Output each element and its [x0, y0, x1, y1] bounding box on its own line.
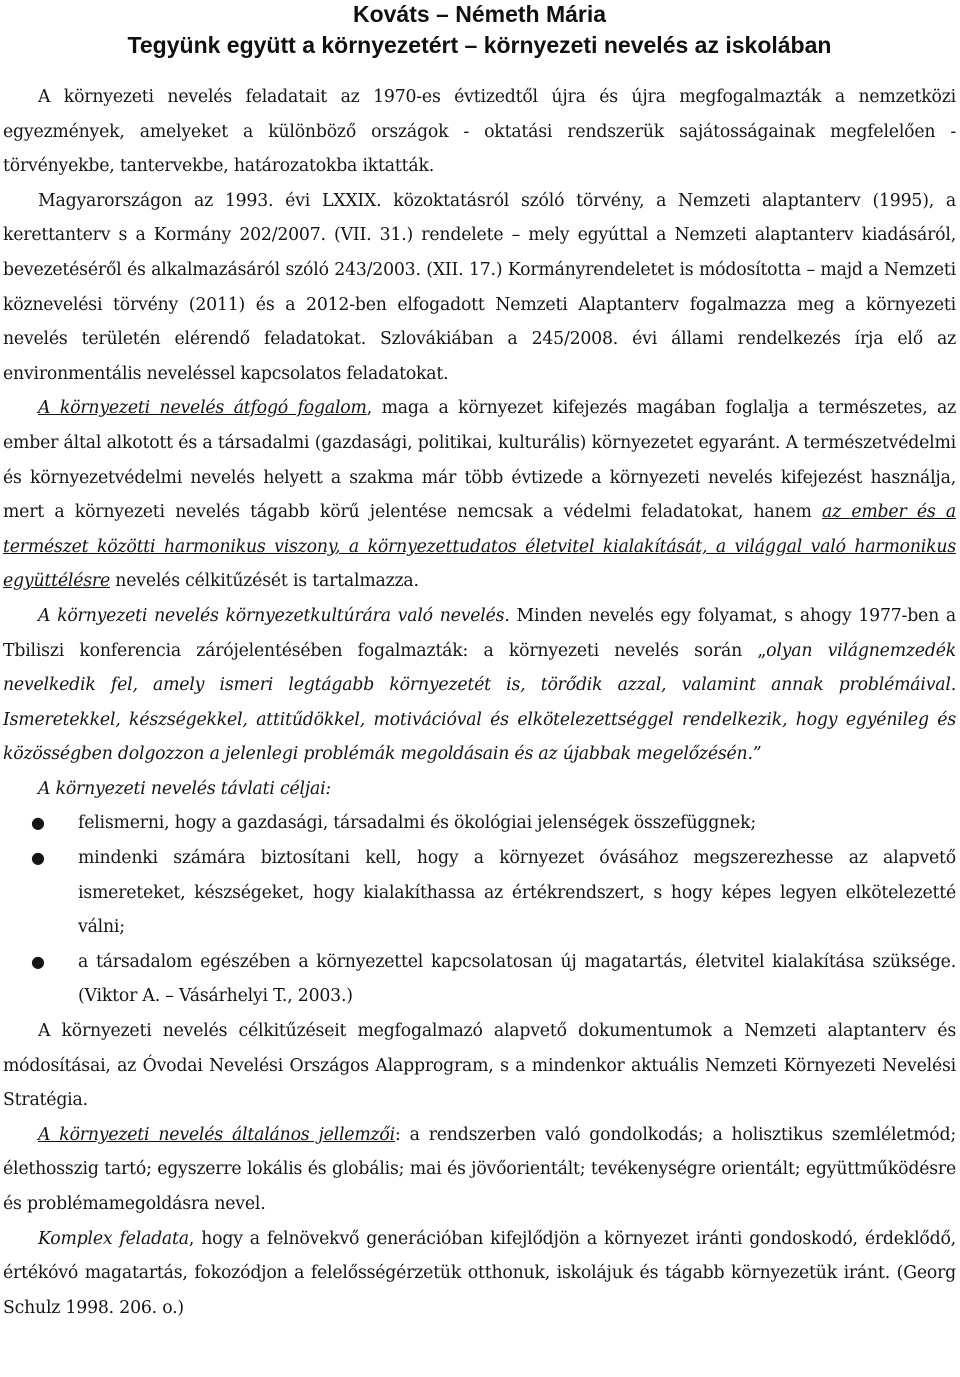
- bullet-icon: ●: [31, 813, 45, 833]
- paragraph-culture: [3, 599, 956, 772]
- list-item: [31, 806, 956, 841]
- title-block: [3, 0, 956, 62]
- features-text: : a rendszerben való gondolkodás; a holisztikus szemléletmód; élethosszig tartó; egyszerre lokális és globális; mai és jövőorientált; tevékenységre orientált; együttműködésre és problémamegoldásra nevel.: [3, 1124, 956, 1214]
- paragraph-features: [3, 1118, 956, 1222]
- culture-text: Minden nevelés egy folyamat, s ahogy 1977-ben a Tbiliszi konferencia zárójelentésében fogalmazták: a környezeti nevelés során „: [3, 605, 956, 661]
- goal-text: felismerni, hogy a gazdasági, társadalmi és ökológiai jelenségek összefüggnek;: [78, 813, 756, 834]
- paragraph-legislation: Magyarországon az 1993. évi LXXIX. közoktatásról szóló törvény, a Nemzeti alaptanterv (1995), a kerettanterv s a Kormány 202/2007. (VII. 31.) rendelete – mely egyúttal a Nemzeti alaptanterv kiadásáról, bevezetéséről és alkalmazásáról szóló 243/2003. (XII. 17.) Kormányrendeletet is módosította – majd a Nemzeti köznevelési törvény (2011) és a 2012-ben elfogadott Nemzeti Alaptanterv fogalmazza meg a környezeti nevelés területén elérendő feladatokat. Szlovákiában a 245/2008. évi állami rendelkezés írja elő az environmentális neveléssel kapcsolatos feladatokat.: [3, 190, 956, 384]
- complex-lead: Komplex feladata: [38, 1228, 189, 1249]
- document-title: Tegyünk együtt a környezetért – környezeti nevelés az iskolában: [127, 32, 832, 58]
- paragraph-goals-heading: [3, 772, 956, 807]
- paragraph-concept: [3, 391, 956, 599]
- concept-lead: A környezeti nevelés átfogó fogalom: [38, 398, 367, 419]
- goals-lead: A környezeti nevelés távlati céljai:: [38, 778, 332, 799]
- list-item: [31, 841, 956, 945]
- paragraph-complex-task: [3, 1222, 956, 1326]
- features-lead: A környezeti nevelés általános jellemzői: [38, 1124, 395, 1145]
- tbilisi-quote: olyan világnemzedék nevelkedik fel, amely ismeri legtágabb környezetét is, törődik azzal, valamint annak problémáival. Ismeretekkel, készségekkel, attitűdökkel, motivációval és elkötelezettséggel rendelkezik, hogy egyénileg és közösségben dolgozzon a jelenlegi problémák megoldásain és az újabbak megelőzésén.”: [3, 640, 956, 765]
- concept-text-2: nevelés célkitűzését is tartalmazza.: [110, 571, 419, 592]
- concept-emphasis: az ember és a természet közötti harmonikus viszony, a környezettudatos életvitel kialakítását, a világgal való harmonikus együttélésre: [3, 502, 956, 592]
- complex-text: , hogy a felnövekvő generációban kifejlődjön a környezet iránti gondoskodó, érdeklődő, értékóvó magatartás, fokozódjon a felelősségérzetük otthonuk, iskolájuk és tágabb környezetük iránt. (Georg Schulz 1998. 206. o.): [3, 1228, 956, 1318]
- bullet-icon: ●: [31, 951, 45, 971]
- concept-text-1: , maga a környezet kifejezés magában foglalja a természetes, az ember által alkotott és a társadalmi (gazdasági, politikai, kulturális) környezetet egyaránt. A természetvédelmi és környezetvédelmi nevelés helyett a szakma már több évtizede a környezeti nevelés kifejezést használja, mert a környezeti nevelés tágabb körű jelentése nemcsak a védelmi feladatokat, hanem: [3, 398, 956, 523]
- culture-lead: A környezeti nevelés környezetkultúrára való nevelés.: [38, 605, 510, 626]
- goal-text: mindenki számára biztosítani kell, hogy a környezet óvásához megszerezhesse az alapvető ismereteket, készségeket, hogy kialakíthassa az értékrendszert, s hogy képes legyen elkötelezetté válni;: [78, 848, 956, 938]
- bullet-icon: ●: [31, 848, 45, 868]
- author-name: Kováts – Németh Mária: [352, 1, 607, 27]
- goal-text: a társadalom egészében a környezettel kapcsolatosan új magatartás, életvitel kialakítása szüksége. (Viktor A. – Vásárhelyi T., 2003.): [78, 951, 956, 1007]
- paragraph-intro: A környezeti nevelés feladatait az 1970-es évtizedtől újra és újra megfogalmazták a nemzetközi egyezmények, amelyeket a különböző országok - oktatási rendszerük sajátosságainak megfelelően - törvényekbe, tantervekbe, határozatokba iktatták.: [3, 87, 956, 177]
- paragraph-documents: A környezeti nevelés célkitűzéseit megfogalmazó alapvető dokumentumok a Nemzeti alaptanterv és módosításai, az Óvodai Nevelési Országos Alapprogram, s a mindenkor aktuális Nemzeti Környezeti Nevelési Stratégia.: [3, 1021, 956, 1111]
- list-item: [31, 945, 956, 1014]
- goals-list: [3, 806, 956, 1014]
